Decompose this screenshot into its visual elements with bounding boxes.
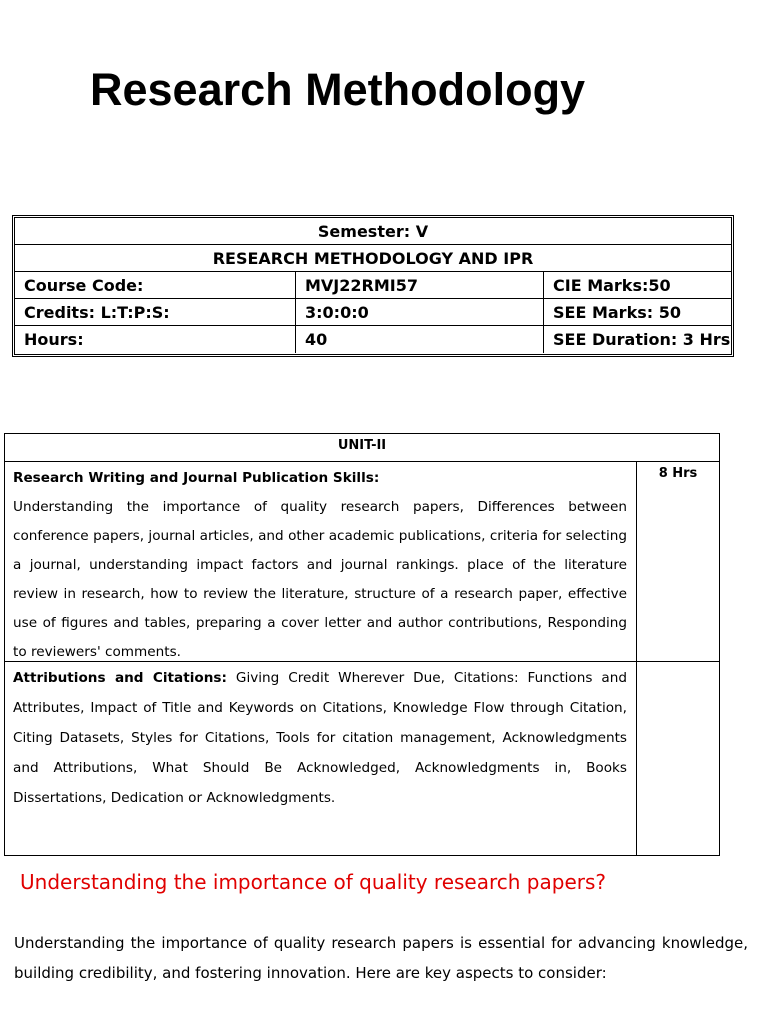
cie-marks: CIE Marks:50 — [553, 276, 671, 295]
hours-value: 40 — [296, 326, 544, 353]
topic-research-writing-body: Understanding the importance of quality research papers, Differences between conference papers, journal articles, and other academic publications, criteria for selecting a journal, understanding impact factors and journal rankings. place of the literature review in research, how to review the literature, structure of a research paper, effective use of figures and tables, preparing a cover letter and author contributions, Responding to reviewers' comments. — [13, 499, 627, 660]
topic-attributions-body: Giving Credit Wherever Due, Citations: Functions and Attributes, Impact of Title and Keywords on Citations, Knowledge Flow through Citation, Citing Datasets, Styles for Citations, Tools for citation management, Acknowledgments and Attributions, What Should Be Acknowledged, Acknowledgments in, Books Dissertations, Dedication or Acknowledgments. — [13, 670, 627, 806]
hours-label: Hours: — [15, 326, 296, 353]
section-question: Understanding the importance of quality research papers? — [20, 870, 607, 894]
course-code-value: MVJ22RMI57 — [296, 272, 544, 298]
credits-value: 3:0:0:0 — [296, 299, 544, 325]
credits-label: Credits: L:T:P:S: — [15, 299, 296, 325]
page-title: Research Methodology — [90, 64, 586, 115]
see-marks: SEE Marks: 50 — [553, 303, 681, 322]
topic-attributions — [13, 663, 627, 813]
course-name-row — [15, 245, 731, 272]
topic-research-writing-title: Research Writing and Journal Publication Skills: — [13, 470, 380, 486]
unit-heading: UNIT-II — [5, 434, 719, 462]
topic-research-writing — [13, 464, 627, 667]
hours-column-divider — [636, 461, 637, 855]
unit-table — [4, 433, 720, 856]
course-name: RESEARCH METHODOLOGY AND IPR — [212, 249, 534, 268]
semester-row — [15, 218, 731, 245]
see-duration: SEE Duration: 3 Hrs — [553, 330, 731, 349]
intro-paragraph: Understanding the importance of quality research papers is essential for advancing knowledge, building credibility, and fostering innovation. Here are key aspects to consider: — [14, 934, 748, 982]
topic-attributions-title: Attributions and Citations: — [13, 670, 227, 686]
course-code-row — [15, 272, 731, 299]
credits-row — [15, 299, 731, 326]
hours-row — [15, 326, 731, 353]
semester-label: Semester: V — [317, 222, 429, 241]
course-info-table — [12, 215, 734, 357]
unit-hours: 8 Hrs — [658, 466, 698, 481]
course-code-label: Course Code: — [15, 272, 296, 298]
